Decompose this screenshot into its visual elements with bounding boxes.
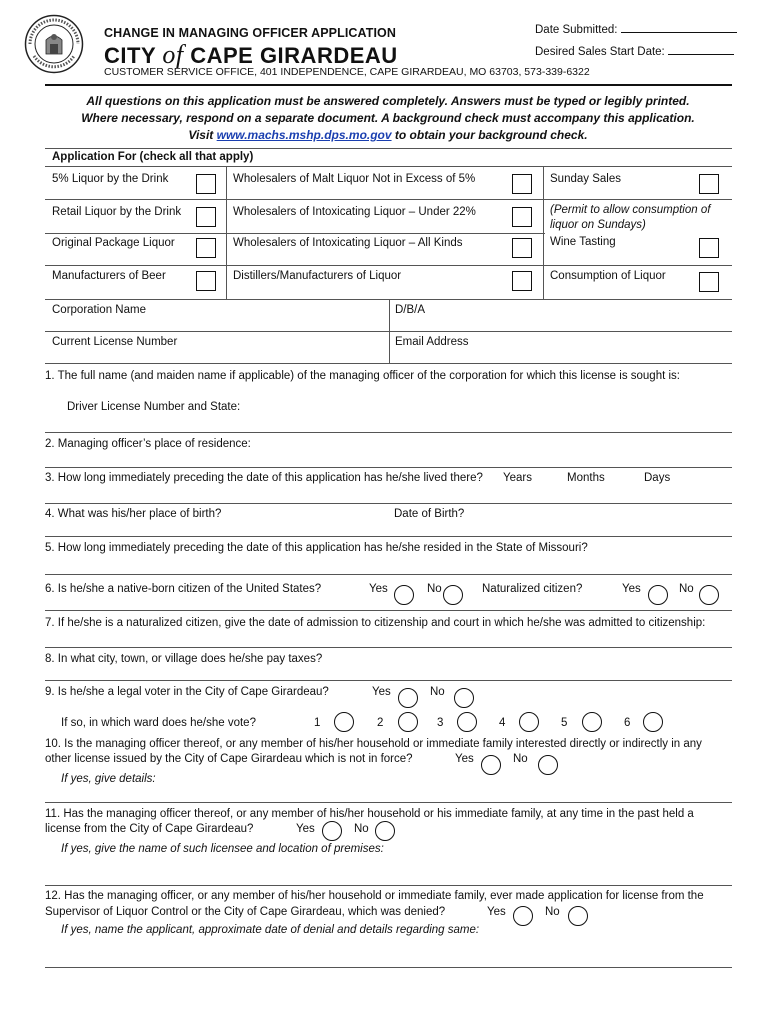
checkbox-wholesale-malt[interactable] bbox=[512, 174, 532, 194]
q11-no-label: No bbox=[354, 823, 369, 835]
opt-sunday-sales: Sunday Sales bbox=[550, 173, 621, 185]
checkbox-wholesale-under22[interactable] bbox=[512, 207, 532, 227]
q6-nat-yes-radio[interactable] bbox=[648, 585, 668, 605]
q1-driver-license-label: Driver License Number and State: bbox=[67, 401, 241, 413]
q2-answer-line[interactable] bbox=[45, 467, 732, 468]
dba-label: D/B/A bbox=[395, 304, 426, 316]
q7-answer-line[interactable] bbox=[45, 647, 732, 648]
opt-distillers: Distillers/Manufacturers of Liquor bbox=[233, 270, 402, 282]
q11-details-label: If yes, give the name of such licensee and location of premises: bbox=[61, 843, 384, 855]
background-check-link[interactable]: www.machs.mshp.dps.mo.gov bbox=[216, 128, 392, 142]
city-seal-icon bbox=[24, 14, 84, 74]
row-line-2 bbox=[45, 233, 545, 234]
opt-original-package: Original Package Liquor bbox=[52, 237, 175, 249]
desired-start-row bbox=[535, 44, 734, 58]
q6-yes-radio[interactable] bbox=[394, 585, 414, 605]
email-label: Email Address bbox=[395, 336, 469, 348]
table-heading-border bbox=[45, 166, 732, 167]
city-name: CAPE GIRARDEAU bbox=[190, 43, 398, 68]
desired-start-field[interactable] bbox=[668, 44, 734, 55]
date-submitted-row bbox=[535, 22, 737, 36]
q12-no-radio[interactable] bbox=[568, 906, 588, 926]
ward-5-radio[interactable] bbox=[582, 712, 602, 732]
q3-years-label: Years bbox=[503, 472, 532, 484]
opt-5pct-liquor-drink: 5% Liquor by the Drink bbox=[52, 173, 169, 185]
q12-details-label: If yes, name the applicant, approximate date of denial and details regarding same: bbox=[61, 924, 480, 936]
notice-line-2: Where necessary, respond on a separate document. A background check must accompany this application. bbox=[81, 111, 695, 125]
row-line-1 bbox=[45, 199, 732, 200]
q11-yes-label: Yes bbox=[296, 823, 315, 835]
row-line-4 bbox=[45, 299, 732, 300]
opt-wholesale-malt: Wholesalers of Malt Liquor Not in Excess of 5% bbox=[233, 173, 476, 185]
q6-naturalized-label: Naturalized citizen? bbox=[482, 583, 583, 595]
ward-6-label: 6 bbox=[624, 717, 631, 729]
q9-yes-radio[interactable] bbox=[398, 688, 418, 708]
opt-manufacturers-beer: Manufacturers of Beer bbox=[52, 270, 166, 282]
q10-details-label: If yes, give details: bbox=[61, 773, 156, 785]
ward-4-radio[interactable] bbox=[519, 712, 539, 732]
q8-text: 8. In what city, town, or village does he/she pay taxes? bbox=[45, 653, 323, 665]
q10-no-label: No bbox=[513, 753, 528, 765]
checkbox-retail-liquor-drink[interactable] bbox=[196, 207, 216, 227]
corporation-name-label: Corporation Name bbox=[52, 304, 146, 316]
opt-consumption-liquor: Consumption of Liquor bbox=[550, 270, 666, 282]
q4-dob-label: Date of Birth? bbox=[394, 508, 465, 520]
application-for-heading: Application For (check all that apply) bbox=[52, 151, 254, 163]
q6-divider bbox=[45, 610, 732, 611]
q11-text-line-2: license from the City of Cape Girardeau? bbox=[45, 823, 254, 835]
q9-no-label: No bbox=[430, 686, 445, 698]
q12-yes-radio[interactable] bbox=[513, 906, 533, 926]
q10-text-line-1: 10. Is the managing officer thereof, or any member of his/her household or immediate family interested directly or indirectly in any bbox=[45, 738, 702, 750]
ward-1-radio[interactable] bbox=[334, 712, 354, 732]
opt-retail-liquor-drink: Retail Liquor by the Drink bbox=[52, 206, 182, 218]
notice-line-3 bbox=[45, 127, 731, 144]
ward-6-radio[interactable] bbox=[643, 712, 663, 732]
q6-text: 6. Is he/she a native-born citizen of the United States? bbox=[45, 583, 322, 595]
checkbox-5pct-liquor-drink[interactable] bbox=[196, 174, 216, 194]
q10-no-radio[interactable] bbox=[538, 755, 558, 775]
row-line-6 bbox=[45, 363, 732, 364]
q12-no-label: No bbox=[545, 906, 560, 918]
q10-text-line-2: other license issued by the City of Cape Girardeau which is not in force? bbox=[45, 753, 413, 765]
corporation-name-field[interactable] bbox=[46, 318, 388, 330]
opt-wholesale-all: Wholesalers of Intoxicating Liquor – All Kinds bbox=[233, 237, 463, 249]
header-divider bbox=[45, 84, 732, 86]
office-address: CUSTOMER SERVICE OFFICE, 401 INDEPENDENCE, CAPE GIRARDEAU, MO 63703, 573-339-6322 bbox=[104, 66, 590, 78]
q1-answer-line[interactable] bbox=[45, 432, 732, 433]
q3-text: 3. How long immediately preceding the date of this application has he/she lived there? bbox=[45, 472, 483, 484]
ward-1-label: 1 bbox=[314, 717, 321, 729]
opt-wholesale-under22: Wholesalers of Intoxicating Liquor – Under 22% bbox=[233, 206, 476, 218]
checkbox-sunday-sales[interactable] bbox=[699, 174, 719, 194]
ward-2-label: 2 bbox=[377, 717, 384, 729]
q10-yes-radio[interactable] bbox=[481, 755, 501, 775]
q5-answer-line[interactable] bbox=[45, 574, 732, 575]
q9-no-radio[interactable] bbox=[454, 688, 474, 708]
q6-nat-yes-label: Yes bbox=[622, 583, 641, 595]
checkbox-wholesale-all[interactable] bbox=[512, 238, 532, 258]
ward-3-label: 3 bbox=[437, 717, 444, 729]
license-number-field[interactable] bbox=[46, 350, 388, 362]
q6-yes-label: Yes bbox=[369, 583, 388, 595]
q9-yes-label: Yes bbox=[372, 686, 391, 698]
opt-wine-tasting: Wine Tasting bbox=[550, 236, 616, 248]
notice-visit: Visit bbox=[188, 128, 217, 142]
dba-field[interactable] bbox=[391, 318, 731, 330]
ward-4-label: 4 bbox=[499, 717, 506, 729]
ward-3-radio[interactable] bbox=[457, 712, 477, 732]
sunday-note-2: liquor on Sundays) bbox=[550, 219, 646, 231]
q2-text: 2. Managing officer’s place of residence: bbox=[45, 438, 251, 450]
email-field[interactable] bbox=[391, 350, 731, 362]
checkbox-distillers[interactable] bbox=[512, 271, 532, 291]
checkbox-original-package[interactable] bbox=[196, 238, 216, 258]
q10-yes-label: Yes bbox=[455, 753, 474, 765]
q6-no-label: No bbox=[427, 583, 442, 595]
q6-nat-no-radio[interactable] bbox=[699, 585, 719, 605]
city-prefix: CITY bbox=[104, 43, 156, 68]
q3-months-label: Months bbox=[567, 472, 605, 484]
date-submitted-label: Date Submitted: bbox=[535, 24, 618, 36]
city-of: of bbox=[162, 40, 184, 69]
table-top-border bbox=[45, 148, 732, 149]
q3-answer-line[interactable] bbox=[45, 503, 732, 504]
q11-answer-line[interactable] bbox=[45, 885, 732, 886]
row-line-5 bbox=[45, 331, 732, 332]
desired-start-label: Desired Sales Start Date: bbox=[535, 46, 665, 58]
checkbox-consumption-liquor[interactable] bbox=[699, 272, 719, 292]
q1-text: 1. The full name (and maiden name if applicable) of the managing officer of the corporation for which this license is sought is: bbox=[45, 370, 680, 382]
checkbox-wine-tasting[interactable] bbox=[699, 238, 719, 258]
q9-ward-label: If so, in which ward does he/she vote? bbox=[61, 717, 256, 729]
notice-line-1: All questions on this application must be answered completely. Answers must be typed or legibly printed. bbox=[86, 94, 690, 108]
q12-yes-label: Yes bbox=[487, 906, 506, 918]
q11-text-line-1: 11. Has the managing officer thereof, or any member of his/her household or his immediate family, at any time in the past held a bbox=[45, 808, 694, 820]
q4-answer-line[interactable] bbox=[45, 536, 732, 537]
row-line-3 bbox=[45, 265, 732, 266]
sunday-note-1: (Permit to allow consumption of bbox=[550, 204, 711, 216]
q7-text: 7. If he/she is a naturalized citizen, give the date of admission to citizenship and court in which he/she was admitted to citizenship: bbox=[45, 617, 706, 629]
q5-text: 5. How long immediately preceding the date of this application has he/she resided in the State of Missouri? bbox=[45, 542, 588, 554]
q9-text: 9. Is he/she a legal voter in the City of Cape Girardeau? bbox=[45, 686, 329, 698]
q11-yes-radio[interactable] bbox=[322, 821, 342, 841]
q10-answer-line[interactable] bbox=[45, 802, 732, 803]
q3-days-label: Days bbox=[644, 472, 671, 484]
q6-no-radio[interactable] bbox=[443, 585, 463, 605]
ward-2-radio[interactable] bbox=[398, 712, 418, 732]
q8-answer-line[interactable] bbox=[45, 680, 732, 681]
instructions-notice bbox=[45, 93, 731, 144]
q12-text-line-2: Supervisor of Liquor Control or the City of Cape Girardeau, which was denied? bbox=[45, 906, 446, 918]
ward-5-label: 5 bbox=[561, 717, 568, 729]
q12-answer-line[interactable] bbox=[45, 967, 732, 968]
q4-text: 4. What was his/her place of birth? bbox=[45, 508, 222, 520]
q12-text-line-1: 12. Has the managing officer, or any member of his/her household or immediate family, ever made application for license from the bbox=[45, 890, 704, 902]
license-number-label: Current License Number bbox=[52, 336, 178, 348]
q11-no-radio[interactable] bbox=[375, 821, 395, 841]
form-title: CHANGE IN MANAGING OFFICER APPLICATION bbox=[104, 26, 396, 40]
date-submitted-field[interactable] bbox=[621, 22, 737, 33]
checkbox-manufacturers-beer[interactable] bbox=[196, 271, 216, 291]
notice-suffix: to obtain your background check. bbox=[391, 128, 588, 142]
q6-nat-no-label: No bbox=[679, 583, 694, 595]
